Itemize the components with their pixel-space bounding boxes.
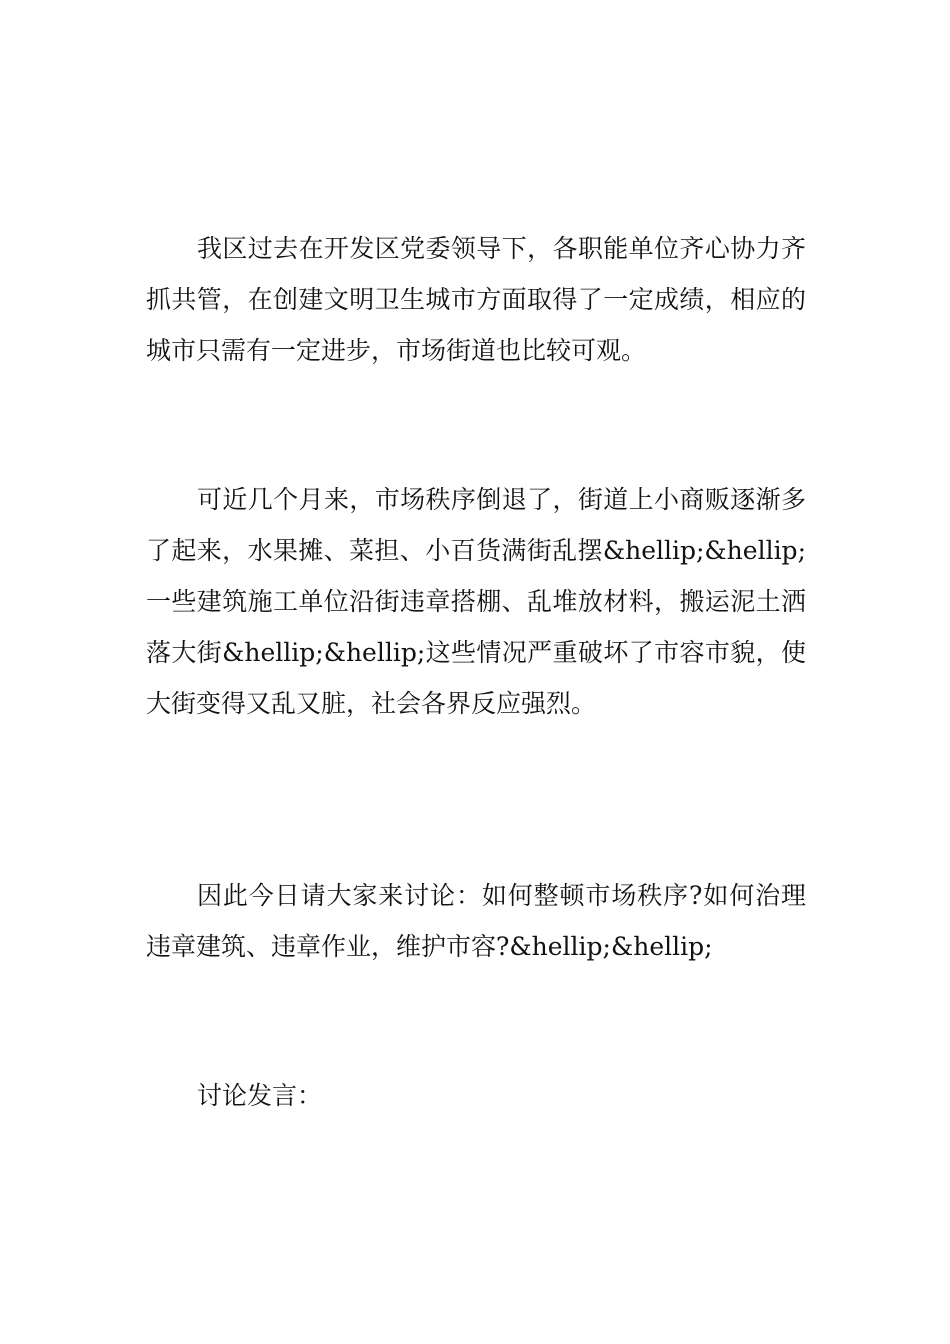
- paragraph-2: 可近几个月来，市场秩序倒退了，街道上小商贩逐渐多了起来，水果摊、菜担、小百货满街乱摆&hellip;&hellip;一些建筑施工单位沿街违章搭棚、乱堆放材料，搬运泥土洒落大街&hellip;&hellip;这些情况严重破坏了市容市貌，使大街变得又乱又脏，社会各界反应强烈。: [146, 485, 806, 718]
- paragraph-1: 我区过去在开发区党委领导下，各职能单位齐心协力齐抓共管，在创建文明卫生城市方面取得了一定成绩，相应的城市只需有一定进步，市场街道也比较可观。: [146, 234, 806, 365]
- paragraph-4: 讨论发言：: [197, 1081, 323, 1110]
- paragraph-3: 因此今日请大家来讨论：如何整顿市场秩序?如何治理违章建筑、违章作业，维护市容?&hellip;&hellip;: [146, 881, 806, 961]
